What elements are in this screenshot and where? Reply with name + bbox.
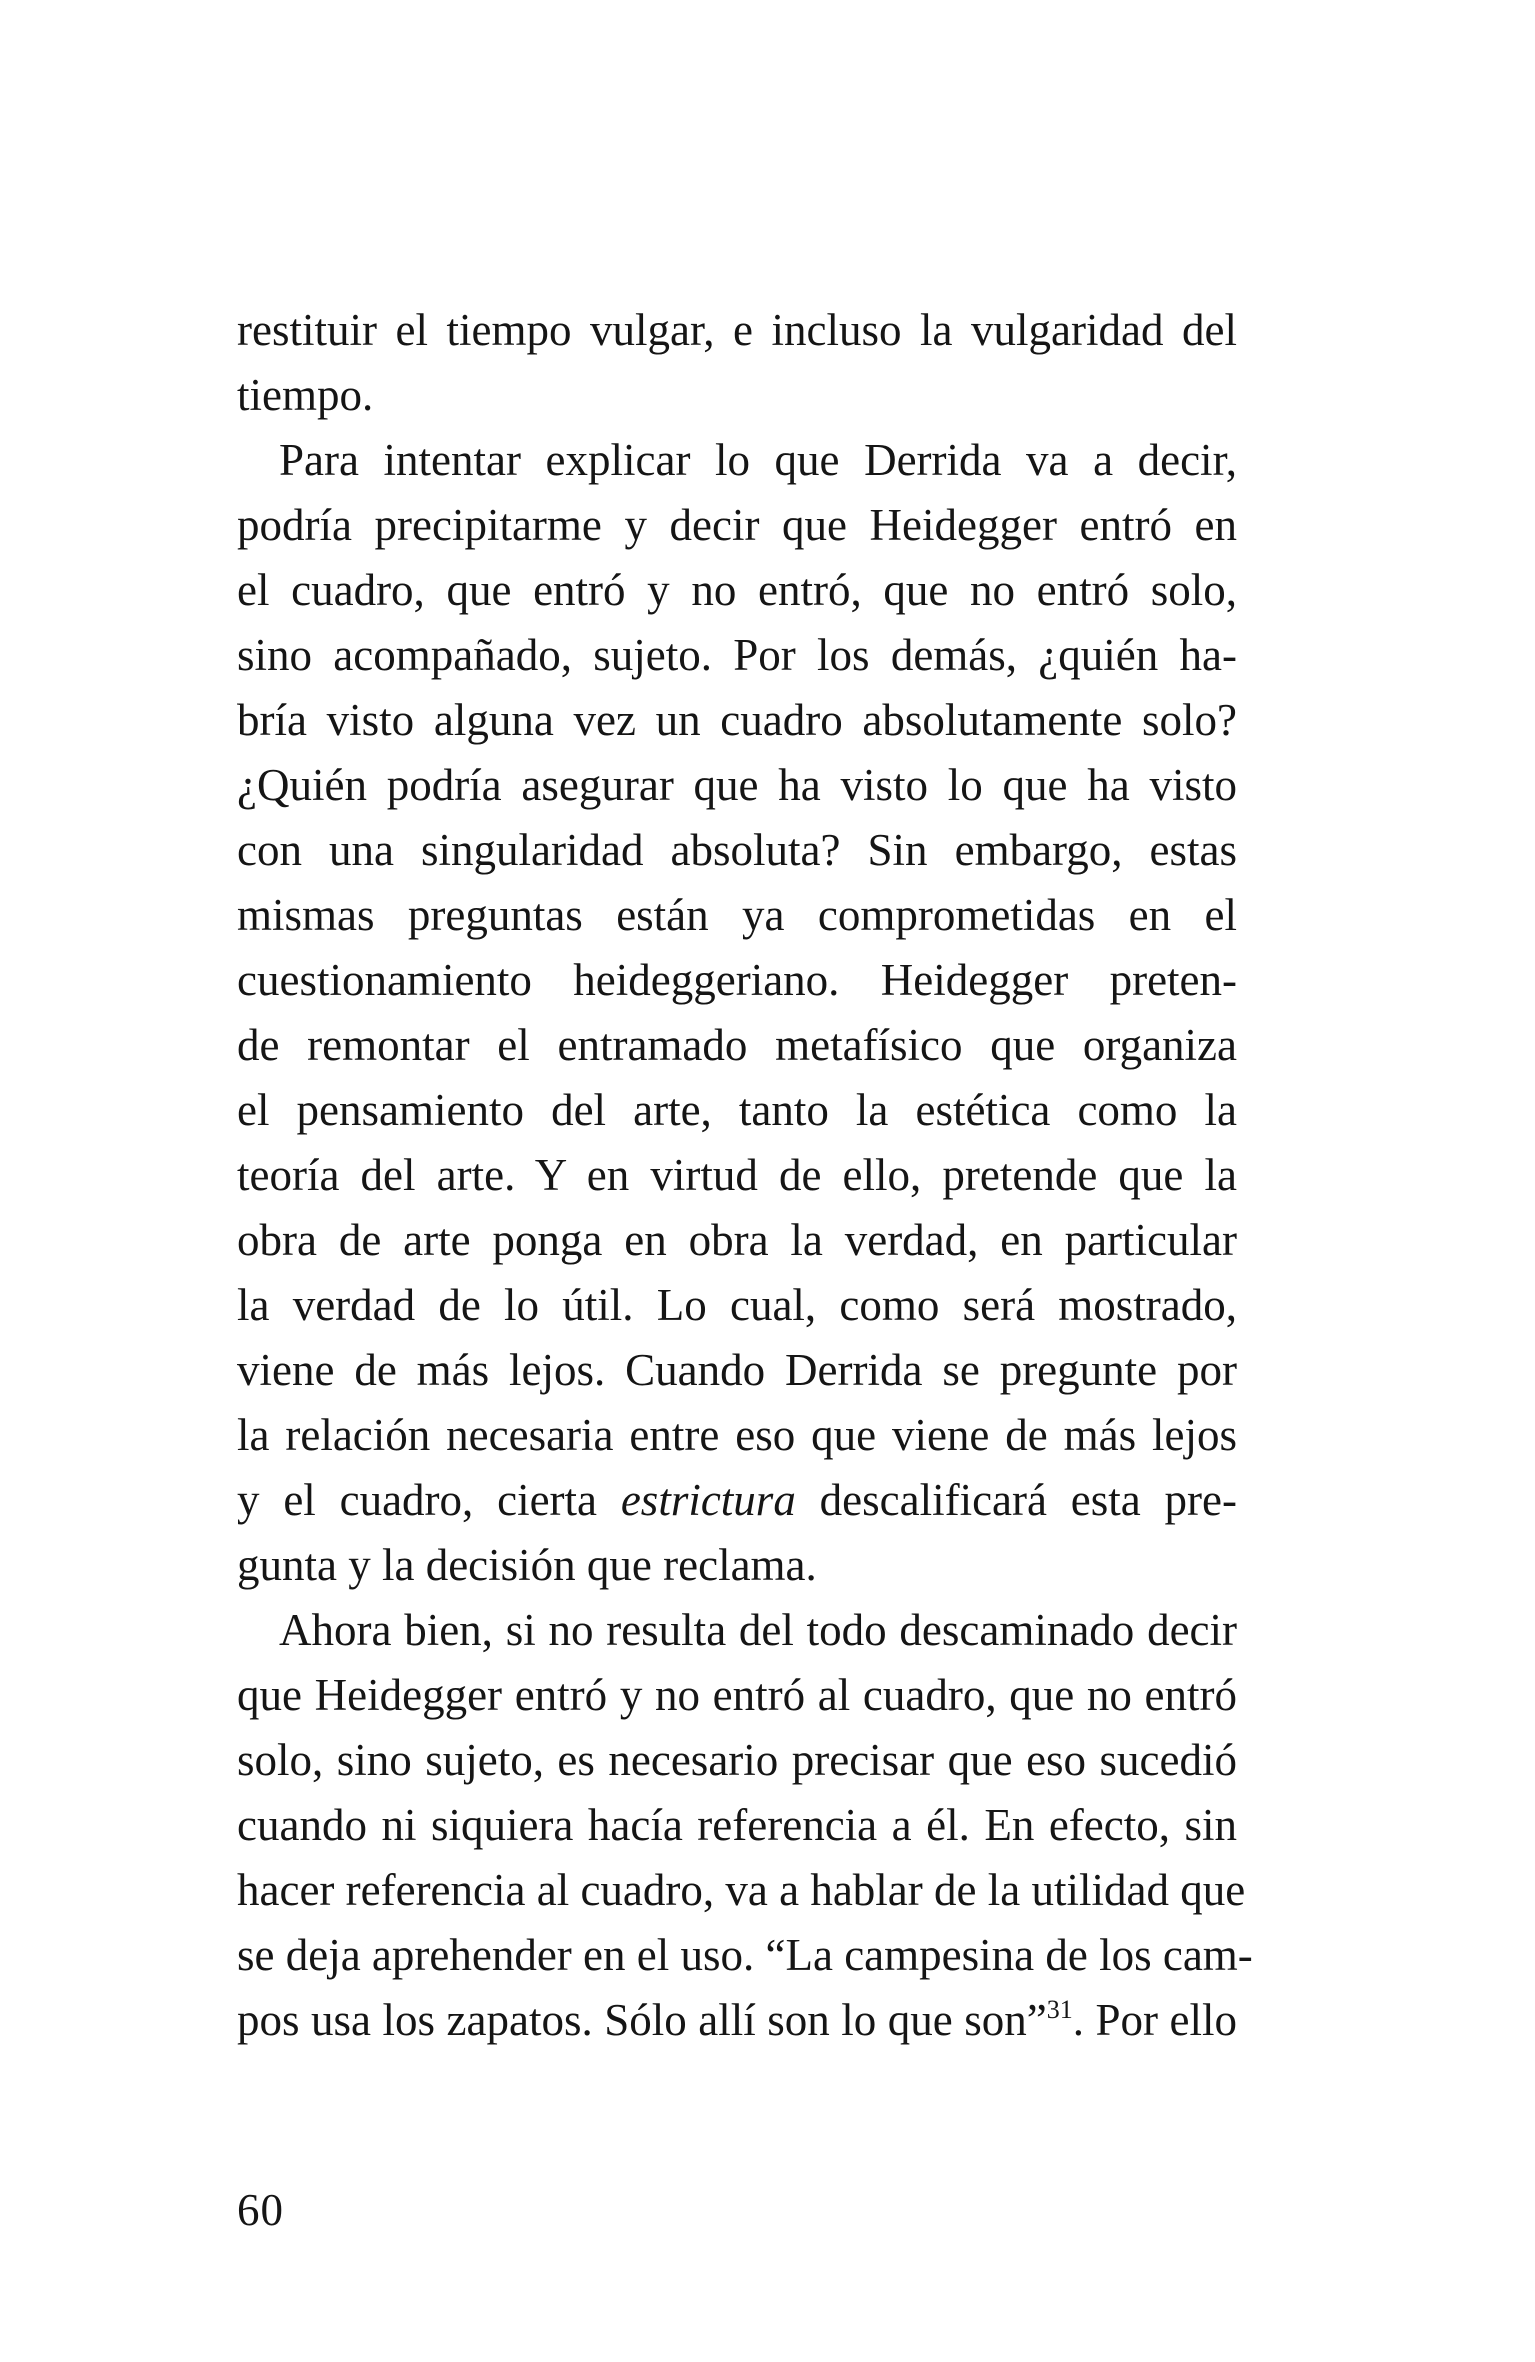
- text-line: bría visto alguna vez un cuadro absolutamente solo?: [237, 695, 1237, 745]
- text-line: ¿Quién podría asegurar que ha visto lo que ha visto: [237, 760, 1237, 810]
- page-number: 60: [237, 2185, 284, 2235]
- text-line: gunta y la decisión que reclama.: [237, 1540, 817, 1590]
- text-line: sino acompañado, sujeto. Por los demás, ¿quién ha-: [237, 630, 1237, 680]
- text-line: de remontar el entramado metafísico que organiza: [237, 1020, 1237, 1070]
- text-line: Para intentar explicar lo que Derrida va a decir,: [279, 435, 1237, 485]
- text-line: obra de arte ponga en obra la verdad, en particular: [237, 1215, 1237, 1265]
- text-line: tiempo.: [237, 370, 374, 420]
- italic-term: estrictura: [620, 1475, 796, 1525]
- text-line: mismas preguntas están ya comprometidas en el: [237, 890, 1237, 940]
- text-line: hacer referencia al cuadro, va a hablar de la utilidad que: [237, 1865, 1246, 1915]
- text-line: la verdad de lo útil. Lo cual, como será mostrado,: [237, 1280, 1237, 1330]
- text-run: pos usa los zapatos. Sólo allí son lo que son”: [237, 1995, 1047, 2045]
- paragraph-2: [237, 428, 1237, 1598]
- text-line: solo, sino sujeto, es necesario precisar que eso sucedió: [237, 1735, 1237, 1785]
- text-line: cuando ni siquiera hacía referencia a él. En efecto, sin: [237, 1800, 1237, 1850]
- text-line: viene de más lejos. Cuando Derrida se pregunte por: [237, 1345, 1237, 1395]
- text-line: el pensamiento del arte, tanto la estética como la: [237, 1085, 1237, 1135]
- text-line: el cuadro, que entró y no entró, que no entró solo,: [237, 565, 1237, 615]
- text-run: descalificará esta pre-: [795, 1475, 1237, 1525]
- text-line: Ahora bien, si no resulta del todo descaminado decir: [279, 1605, 1237, 1655]
- text-line: que Heidegger entró y no entró al cuadro, que no entró: [237, 1670, 1237, 1720]
- paragraph-3: [237, 1598, 1253, 2053]
- text-line: podría precipitarme y decir que Heidegger entró en: [237, 500, 1237, 550]
- body-text: [237, 298, 1253, 2053]
- paragraph-1: [237, 298, 1237, 428]
- text-line: con una singularidad absoluta? Sin embargo, estas: [237, 825, 1237, 875]
- text-line-with-footnote: [237, 1988, 1237, 2053]
- text-line: la relación necesaria entre eso que viene de más lejos: [237, 1410, 1237, 1460]
- text-line: se deja aprehender en el uso. “La campesina de los cam-: [237, 1930, 1253, 1980]
- text-line: cuestionamiento heideggeriano. Heidegger preten-: [237, 955, 1237, 1005]
- text-line: teoría del arte. Y en virtud de ello, pretende que la: [237, 1150, 1237, 1200]
- footnote-reference[interactable]: 31: [1046, 1995, 1073, 2024]
- text-run: y el cuadro, cierta: [237, 1475, 621, 1525]
- text-run: . Por ello: [1072, 1995, 1237, 2045]
- text-line: restituir el tiempo vulgar, e incluso la vulgaridad del: [237, 305, 1237, 355]
- text-line-with-italic: [237, 1468, 1237, 1533]
